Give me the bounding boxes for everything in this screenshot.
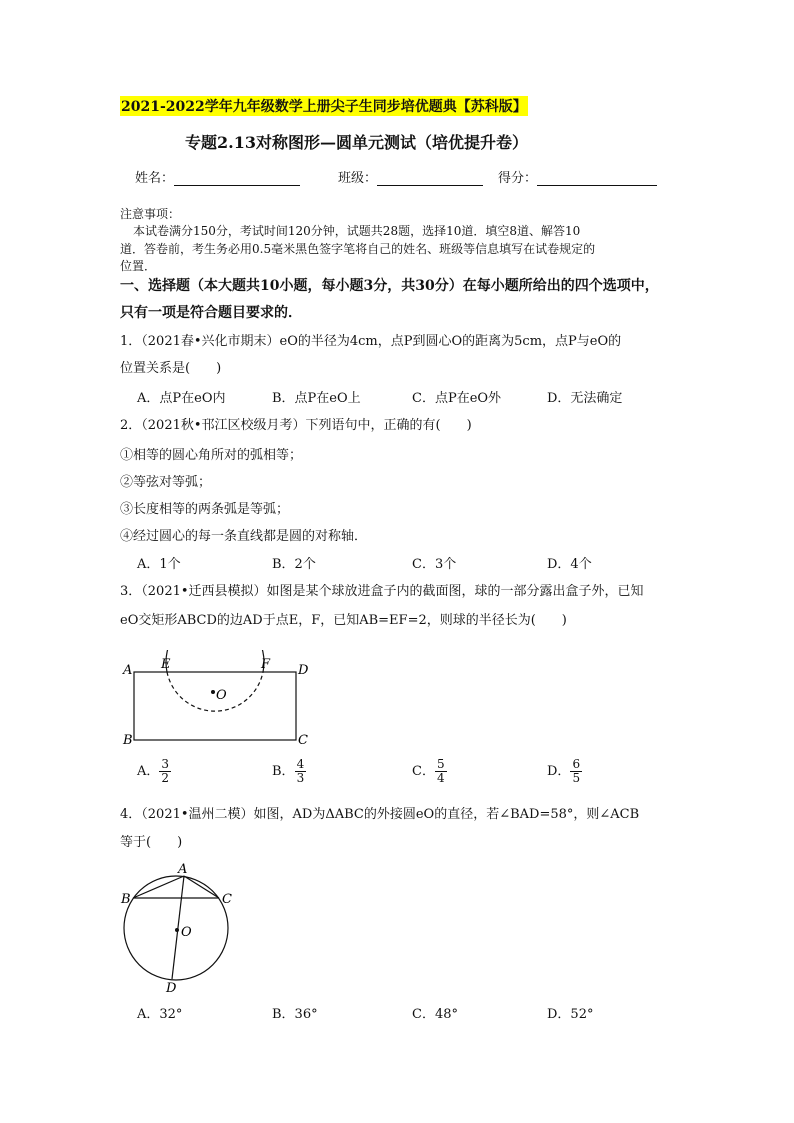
- notice-line-1: 本试卷满分150分，考试时间120分钟，试题共28题，选择10道．填空8道、解答10: [133, 224, 581, 238]
- label-d: D: [166, 981, 177, 996]
- ball-hidden-arc: [167, 672, 263, 711]
- q2-option-c[interactable]: C．3个: [412, 557, 457, 572]
- q3-option-b-fraction: $\frac{4}{3}$: [296, 757, 305, 785]
- q4-option-a[interactable]: A．32°: [137, 1007, 183, 1022]
- q2-option-d[interactable]: D．4个: [547, 557, 592, 572]
- q3-option-b[interactable]: [272, 758, 306, 785]
- q4-option-b[interactable]: B．36°: [272, 1007, 318, 1022]
- q3-option-a[interactable]: [137, 758, 171, 785]
- banner: 2021-2022学年九年级数学上册尖子生同步培优题典【苏科版】: [120, 96, 528, 116]
- q2-stem: 2．（2021秋•邗江区校级月考）下列语句中，正确的有( ): [120, 418, 472, 433]
- q3-option-d[interactable]: [547, 758, 582, 785]
- label-f: F: [261, 657, 271, 672]
- q2-statement-3: ③长度相等的两条弧是等弧；: [120, 502, 290, 517]
- label-d: D: [298, 663, 309, 678]
- label-c: C: [298, 733, 308, 748]
- q4-option-c[interactable]: C．48°: [412, 1007, 458, 1022]
- q2-option-a[interactable]: A．1个: [137, 557, 181, 572]
- notice-line-3: 位置．: [120, 259, 157, 273]
- center-point: [211, 690, 215, 694]
- page-title: 专题2.13对称图形—圆单元测试（培优提升卷）: [185, 133, 528, 152]
- q1-option-a[interactable]: A．点P在eO内: [137, 391, 226, 406]
- label-a: A: [178, 862, 188, 877]
- q3-option-a-letter: A．: [137, 764, 160, 779]
- q1-option-c[interactable]: C．点P在eO外: [412, 391, 502, 406]
- score-blank[interactable]: [537, 172, 657, 186]
- q1-option-d[interactable]: D．无法确定: [547, 391, 623, 406]
- name-label: 姓名：: [135, 171, 175, 186]
- q2-statement-4: ④经过圆心的每一条直线都是圆的对称轴．: [120, 529, 368, 544]
- q3-option-d-fraction: $\frac{6}{5}$: [572, 757, 581, 785]
- label-a: A: [123, 663, 133, 678]
- section-heading-line-2: 只有一项是符合题目要求的．: [120, 305, 302, 321]
- q1-stem-line-1: 1．（2021春•兴化市期末）eO的半径为4cm，点P到圆心O的距离为5cm，点P与eO的: [120, 334, 622, 349]
- name-blank[interactable]: [174, 172, 300, 186]
- q3-option-c-fraction: $\frac{5}{4}$: [436, 757, 445, 785]
- ball-visible-arc: [166, 650, 264, 672]
- q1-option-b[interactable]: B．点P在eO上: [272, 391, 361, 406]
- class-label: 班级：: [338, 171, 378, 186]
- circumcircle: [124, 876, 228, 980]
- notice-label: 注意事项：: [120, 207, 181, 221]
- section-heading-line-1: 一、选择题（本大题共10小题，每小题3分，共30分）在每小题所给出的四个选项中，: [120, 278, 659, 294]
- q4-stem-line-2: 等于( ): [120, 835, 183, 850]
- class-field[interactable]: [338, 167, 483, 186]
- segment-ac: [184, 876, 219, 898]
- center-point: [175, 928, 179, 932]
- class-blank[interactable]: [377, 172, 483, 186]
- q2-statement-1: ①相等的圆心角所对的弧相等；: [120, 448, 303, 463]
- label-b: B: [123, 733, 133, 748]
- q3-figure: [115, 650, 325, 750]
- label-b: B: [121, 892, 131, 907]
- label-c: C: [222, 892, 232, 907]
- label-o: O: [181, 925, 192, 940]
- q4-stem-line-1: 4．（2021•温州二模）如图，AD为ΔABC的外接圆eO的直径，若∠BAD=58°，则∠ACB: [120, 807, 640, 822]
- score-label: 得分：: [498, 171, 538, 186]
- q3-option-d-letter: D．: [547, 764, 571, 779]
- label-e: E: [161, 657, 171, 672]
- q2-statement-2: ②等弦对等弧；: [120, 475, 212, 490]
- notice-line-2: 道．答卷前，考生务必用0.5毫米黑色签字笔将自己的姓名、班级等信息填写在试卷规定的: [120, 242, 596, 256]
- name-field[interactable]: [135, 167, 300, 186]
- q3-option-c-letter: C．: [412, 764, 435, 779]
- q4-option-d[interactable]: D．52°: [547, 1007, 594, 1022]
- label-o: O: [216, 688, 227, 703]
- score-field[interactable]: [498, 167, 657, 186]
- q3-stem-line-1: 3．（2021•迁西县模拟）如图是某个球放进盒子内的截面图，球的一部分露出盒子外，已知: [120, 584, 644, 599]
- q3-option-c[interactable]: [412, 758, 447, 785]
- q1-stem-line-2: 位置关系是( ): [120, 361, 222, 376]
- q2-option-b[interactable]: B．2个: [272, 557, 316, 572]
- q3-option-b-letter: B．: [272, 764, 295, 779]
- q3-stem-line-2: eO交矩形ABCD的边AD于点E，F，已知AB=EF=2，则球的半径长为( ): [120, 613, 567, 628]
- box-rectangle: [134, 672, 296, 740]
- q4-figure: [115, 858, 245, 996]
- q3-option-a-fraction: $\frac{3}{2}$: [161, 757, 170, 785]
